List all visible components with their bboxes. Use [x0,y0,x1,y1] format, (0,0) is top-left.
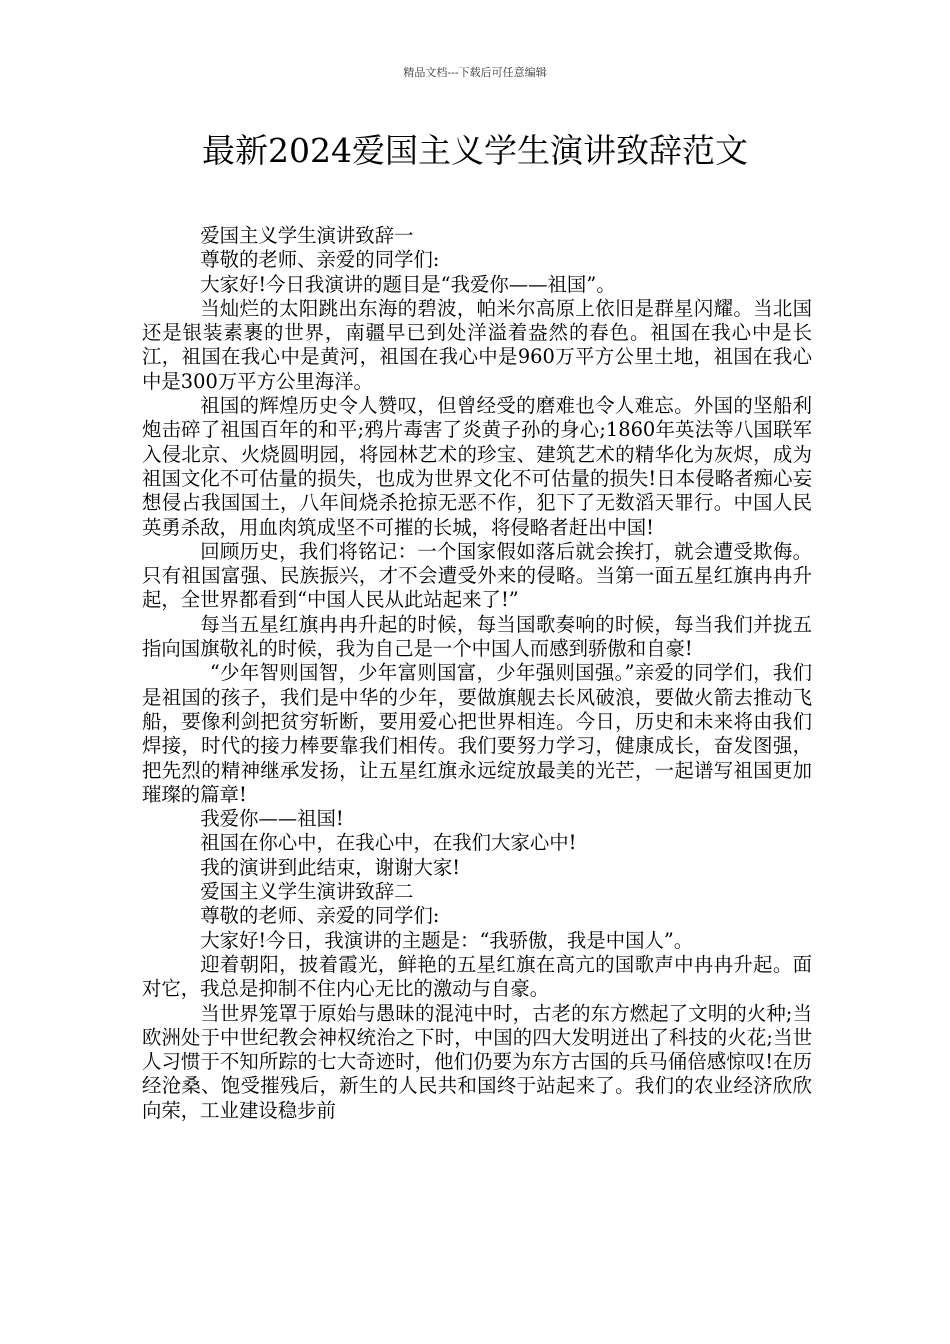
body-paragraph: 回顾历史，我们将铭记：一个国家假如落后就会挨打，就会遭受欺侮。只有祖国富强、民族振兴，才不会遭受外来的侵略。当第一面五星红旗冉冉升起，全世界都看到“中国人民从此站起来了!” [142,539,812,612]
opening-line-1: 大家好!今日我演讲的题目是“我爱你——祖国”。 [200,272,616,296]
closing-line: 我的演讲到此结束，谢谢大家! [200,855,461,879]
speech-heading-2: 爱国主义学生演讲致辞二 [200,880,414,904]
salutation-2: 尊敬的老师、亲爱的同学们: [200,904,440,928]
body-paragraph: “少年智则国智，少年富则国富，少年强则国强。”亲爱的同学们，我们是祖国的孩子，我们是中华的少年，要做旗舰去长风破浪，要做火箭去推动飞船，要像利剑把贫穷斩断，要用爱心把世界相连。今日，历史和未来将由我们焊接，时代的接力棒要靠我们相传。我们要努力学习，健康成长，奋发图强，把先烈的精神继承发扬，让五星红旗永远绽放最美的光芒，一起谱写祖国更加璀璨的篇章! [142,661,812,806]
document-body [142,224,812,1123]
document-title: 最新2024爱国主义学生演讲致辞范文 [202,131,748,170]
closing-line: 祖国在你心中，在我心中，在我们大家心中! [200,831,577,855]
body-paragraph: 祖国的辉煌历史令人赞叹，但曾经受的磨难也令人难忘。外国的坚船利炮击碎了祖国百年的和平;鸦片毒害了炎黄子孙的身心;1860年英法等八国联军入侵北京、火烧圆明园，将园林艺术的珍宝、建筑艺术的精华化为灰烬，成为祖国文化不可估量的损失，也成为世界文化不可估量的损失!日本侵略者痴心妄想侵占我国国土，八年间烧杀抢掠无恶不作，犯下了无数滔天罪行。中国人民英勇杀敌，用血肉筑成坚不可摧的长城，将侵略者赶出中国! [142,394,812,539]
salutation-1: 尊敬的老师、亲爱的同学们: [200,248,440,272]
body-paragraph: 迎着朝阳，披着霞光，鲜艳的五星红旗在高亢的国歌声中冉冉升起。面对它，我总是抑制不住内心无比的激动与自豪。 [142,952,812,1001]
body-paragraph: 当灿烂的太阳跳出东海的碧波，帕米尔高原上依旧是群星闪耀。当北国还是银装素裹的世界，南疆早已到处洋溢着盎然的春色。祖国在我心中是长江，祖国在我心中是黄河，祖国在我心中是960万平方公里土地，祖国在我心中是300万平方公里海洋。 [142,296,812,393]
speech-heading-1: 爱国主义学生演讲致辞一 [200,224,414,247]
opening-line-2: 大家好!今日，我演讲的主题是：“我骄傲，我是中国人”。 [200,928,694,952]
closing-line: 我爱你——祖国! [200,807,344,831]
body-paragraph: 每当五星红旗冉冉升起的时候，每当国歌奏响的时候，每当我们并拢五指向国旗敬礼的时候，我为自己是一个中国人而感到骄傲和自豪! [142,612,812,661]
header-note: 精品文档---下载后可任意编辑 [403,66,547,79]
body-paragraph: 当世界笼罩于原始与愚昧的混沌中时，古老的东方燃起了文明的火种;当欧洲处于中世纪教会神权统治之下时，中国的四大发明迸出了科技的火花;当世人习惯于不知所踪的七大奇迹时，他们仍要为东方古国的兵马俑倍感惊叹!在历经沧桑、饱受摧残后，新生的人民共和国终于站起来了。我们的农业经济欣欣向荣，工业建设稳步前 [142,1001,812,1122]
